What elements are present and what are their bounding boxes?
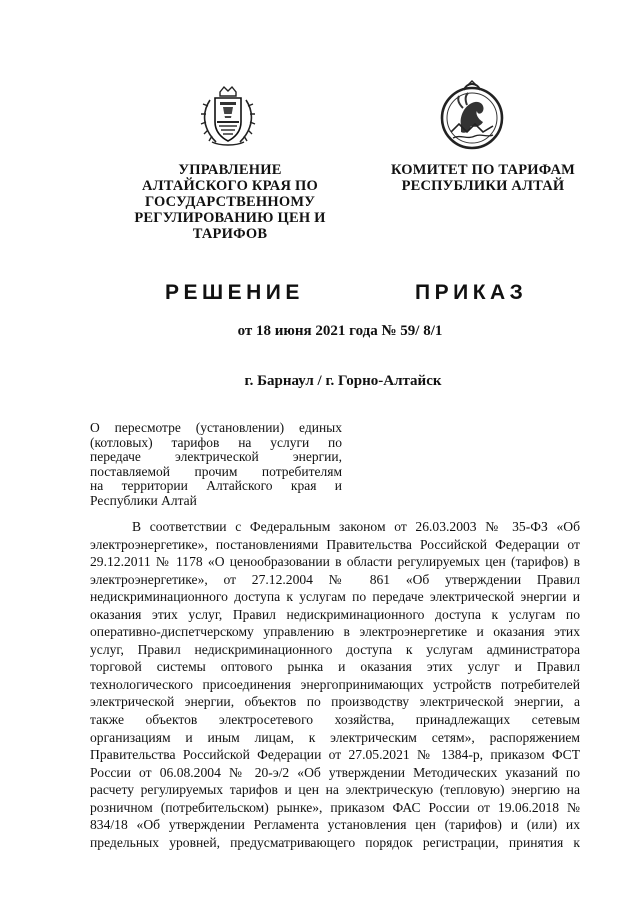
left-org-line: РЕГУЛИРОВАНИЮ ЦЕН И [134,210,326,226]
document-place: г. Барнаул / г. Горно-Алтайск [244,373,442,389]
body-line: услуг, Правил недискриминационного доступа к услугам администратора [90,641,580,657]
body-line: розничном (потребительском) рынке», приказом ФАС России от 19.06.2018 № [90,799,580,815]
body-line: В соответствии с Федеральным законом от 26.03.2003 № 35-ФЗ «Об [132,519,580,534]
body-line: электроэнергетике», от 27.12.2004 № 861 «Об утверждении Правил [90,571,580,587]
body-line: предельных уровней, предусматривающего порядок регистрации, принятия к [90,834,580,850]
body-line: оказания этих услуг, Правил недискриминационного доступа к услугам по [90,606,580,622]
body-line: технологического присоединения энергопринимающих устройств потребителей [90,676,580,692]
left-org-name [100,162,360,242]
subject-line: Республики Алтай [90,492,197,508]
body-line: недискриминационного доступа к услугам по передаче электрической энергии и [90,589,580,605]
body-line: оперативно-диспетчерскому управлению в электроэнергетике и оказания этих [90,624,580,640]
left-org-line: АЛТАЙСКОГО КРАЯ ПО [142,178,318,194]
document-date-number: от 18 июня 2021 года № 59/ 8/1 [237,323,443,339]
subject-line: поставляемой прочим потребителям [90,463,342,479]
body-line: 29.12.2011 № 1178 «О ценообразовании в области регулируемых цен (тарифов) в [90,554,580,570]
document-type-right: ПРИКАЗ [415,281,528,304]
body-line: электрической энергии, объектов по производству электрической энергии, а [90,694,580,710]
subject-line: передаче электрической энергии, [90,449,342,464]
body-line: Правительства Российской Федерации от 27.05.2021 № 1384-р, приказом ФСТ [90,747,580,763]
body-line: электроэнергетике», постановлениями Правительства Российской Федерации от [90,536,580,552]
body-line: расчету регулируемых тарифов и цен на электрическую (тепловую) энергию на [90,782,580,798]
body-line: 834/18 «Об утверждении Регламента установления цен (тарифов) и (или) их [90,817,580,833]
document-body [90,518,580,851]
body-line: России от 06.08.2004 № 20-э/2 «Об утверждении Методических указаний по [90,764,580,780]
altai-krai-emblem-icon [198,84,258,148]
subject-line: О пересмотре (установлении) единых [90,420,342,435]
body-line: также объектов электросетевого хозяйства, принадлежащих сетевым [90,712,580,728]
left-org-line: УПРАВЛЕНИЕ [178,162,282,178]
right-org-line: КОМИТЕТ ПО ТАРИФАМ [390,162,576,178]
body-line: торговой системы оптового рынка и оказания этих услуг и Правил [90,659,580,675]
right-org-name [358,162,608,194]
subject-line: на территории Алтайского края и [90,478,342,493]
left-org-line: ТАРИФОВ [192,226,268,242]
body-line: организациям и иным лицам, к электрическим сетям», распоряжением [90,729,580,745]
altai-republic-emblem-icon [437,78,507,154]
document-type-left: РЕШЕНИЕ [165,281,304,304]
left-org-line: ГОСУДАРСТВЕННОМУ [144,194,316,210]
right-org-line: РЕСПУБЛИКИ АЛТАЙ [401,178,565,194]
subject-line: (котловых) тарифов на услуги по [90,434,342,450]
document-subject [90,421,342,508]
